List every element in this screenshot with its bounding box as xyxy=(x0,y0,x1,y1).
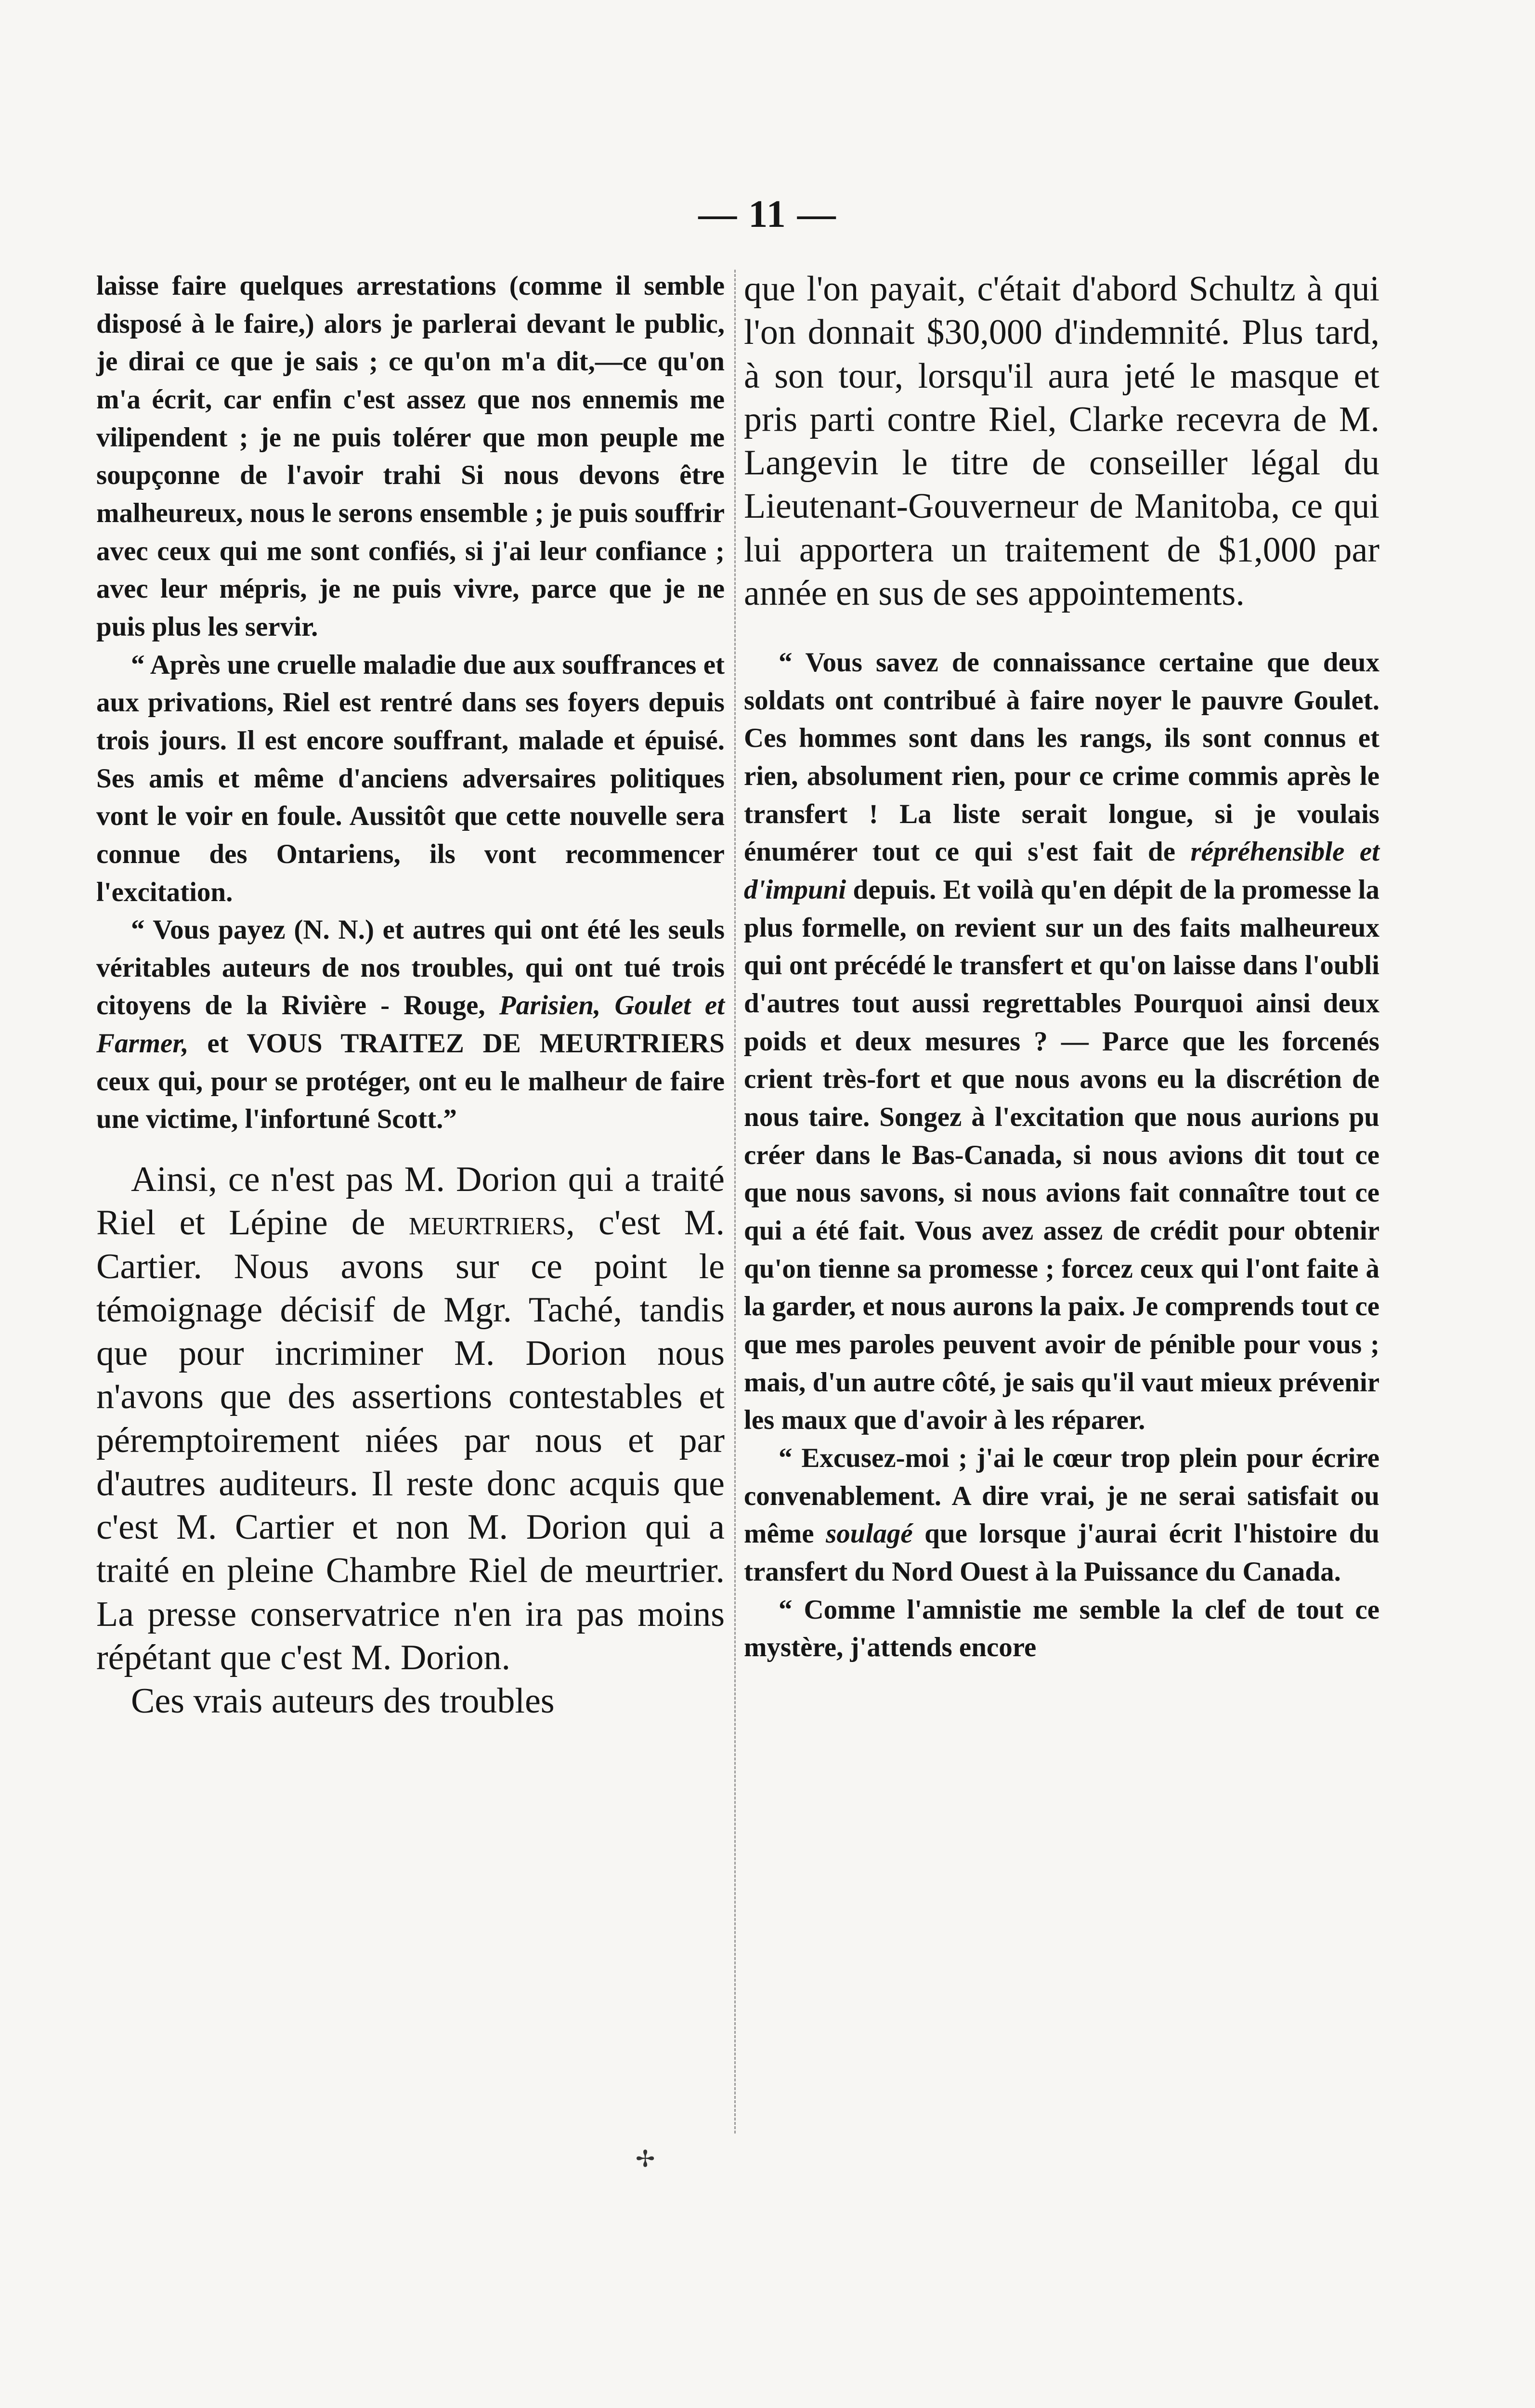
left-paragraph-4-smallcaps: meurtriers xyxy=(409,1203,566,1243)
column-divider xyxy=(734,270,737,2133)
right-paragraph-3-italic: soulagé xyxy=(826,1518,913,1549)
left-paragraph-4-text-a: Ainsi, ce n'est pas M. Dorion qui a traité Riel et Lépine de xyxy=(96,1160,725,1243)
right-paragraph-3 xyxy=(744,1440,1379,1591)
right-paragraph-2-italic: répréhensible et d'impuni xyxy=(744,837,1379,905)
left-paragraph-3-text-a: “ Vous payez (N. N.) et autres qui ont été les seuls véritables auteurs de nos troubles, qui ont tué trois citoyens de la Rivière - Rouge, xyxy=(96,915,725,1021)
right-paragraph-3-text-b: que lorsque j'aurai écrit l'histoire du transfert du Nord Ouest à la Puissance du Canada. xyxy=(744,1518,1380,1587)
left-paragraph-3-text-b: et VOUS TRAITEZ DE MEURTRIERS ceux qui, pour se protéger, ont eu le malheur de faire une victime, l'infortuné Scott.” xyxy=(96,1028,725,1135)
ink-speck: ✢ xyxy=(636,2146,655,2172)
left-paragraph-4 xyxy=(96,1158,725,1679)
left-paragraph-3 xyxy=(96,911,725,1139)
page-number: — 11 — xyxy=(698,193,837,236)
right-paragraph-2-text-a: “ Vous savez de connaissance certaine que deux soldats ont contribué à faire noyer le pauvre Goulet. Ces hommes sont dans les rangs, ils sont connus et rien, absolument rien, pour ce crime commis après le transfert ! La liste serait longue, si je voulais énumérer tout ce qui s'est fait de xyxy=(744,647,1379,867)
right-paragraph-3-text-a: “ Excusez-moi ; j'ai le cœur trop plein pour écrire convenablement. A dire vrai, je ne serai satisfait ou même xyxy=(744,1442,1379,1549)
right-paragraph-4: “ Comme l'amnistie me semble la clef de tout ce mystère, j'attends encore xyxy=(744,1594,1379,1663)
left-paragraph-2: “ Après une cruelle maladie due aux souffrances et aux privations, Riel est rentré dans ses foyers depuis trois jours. Il est encore souffrant, malade et épuisé. Ses amis et même d'anciens adversaires politiques vont le voir en foule. Aussitôt que cette nouvelle sera connue des Ontariens, ils vont recommencer l'excitation. xyxy=(96,649,725,907)
left-column xyxy=(96,267,725,1723)
right-paragraph-1: que l'on payait, c'était d'abord Schultz à qui l'on donnait $30,000 d'indemnité. Plus tard, à son tour, lorsqu'il aura jeté le masque et pris parti contre Riel, Clarke recevra de M. Langevin le titre de conseiller légal du Lieutenant-Gouverneur de Manitoba, ce qui lui apportera un traitement de $1,000 par année en sus de ses appointements. xyxy=(744,269,1379,613)
left-paragraph-1: laisse faire quelques arrestations (comme il semble disposé à le faire,) alors je parlerai devant le public, je dirai ce que je sais ; ce qu'on m'a dit,—ce qu'on m'a écrit, car enfin c'est assez que nos ennemis me vilipendent ; je ne puis tolérer que mon peuple me soupçonne de l'avoir trahi Si nous devons être malheureux, nous le serons ensemble ; je puis souffrir avec ceux qui me sont confiés, si j'ai leur confiance ; avec leur mépris, je ne puis vivre, parce que je ne puis plus les servir. xyxy=(96,271,725,642)
right-paragraph-2-text-b: depuis. Et voilà qu'en dépit de la promesse la plus formelle, on revient sur un des faits malheureux qui ont précédé le transfert et qu'on laisse dans l'oubli d'autres tout aussi regrettables Pourquoi ainsi deux poids et deux mesures ? — Parce que les forcenés crient très-fort et que nous avons eu la discrétion de nous taire. Songez à l'excitation que nous aurions pu créer dans le Bas-Canada, si nous avions dit tout ce que nous savons, si nous avions fait connaître tout ce qui a été fait. Vous avez assez de crédit pour obtenir qu'on tienne sa promesse ; forcez ceux qui l'ont faite à la garder, et nous aurons la paix. Je comprends tout ce que mes paroles peuvent avoir de pénible pour vous ; mais, d'un autre côté, je sais qu'il vaut mieux prévenir les maux que d'avoir à les réparer. xyxy=(744,875,1379,1436)
right-column xyxy=(744,267,1379,1667)
left-paragraph-3-italic: Parisien, Goulet et Farmer, xyxy=(96,990,725,1059)
right-paragraph-2 xyxy=(744,644,1379,1440)
left-paragraph-5: Ces vrais auteurs des troubles xyxy=(131,1681,555,1721)
left-paragraph-4-text-b: , c'est M. Cartier. Nous avons sur ce point le témoignage décisif de Mgr. Taché, tandis que pour incriminer M. Dorion nous n'avons que des assertions contestables et péremptoirement niées par nous et par d'autres auditeurs. Il reste donc acquis que c'est M. Cartier et non M. Dorion qui a traité en pleine Chambre Riel de meurtrier. La presse conservatrice n'en ira pas moins répétant que c'est M. Dorion. xyxy=(96,1203,725,1678)
